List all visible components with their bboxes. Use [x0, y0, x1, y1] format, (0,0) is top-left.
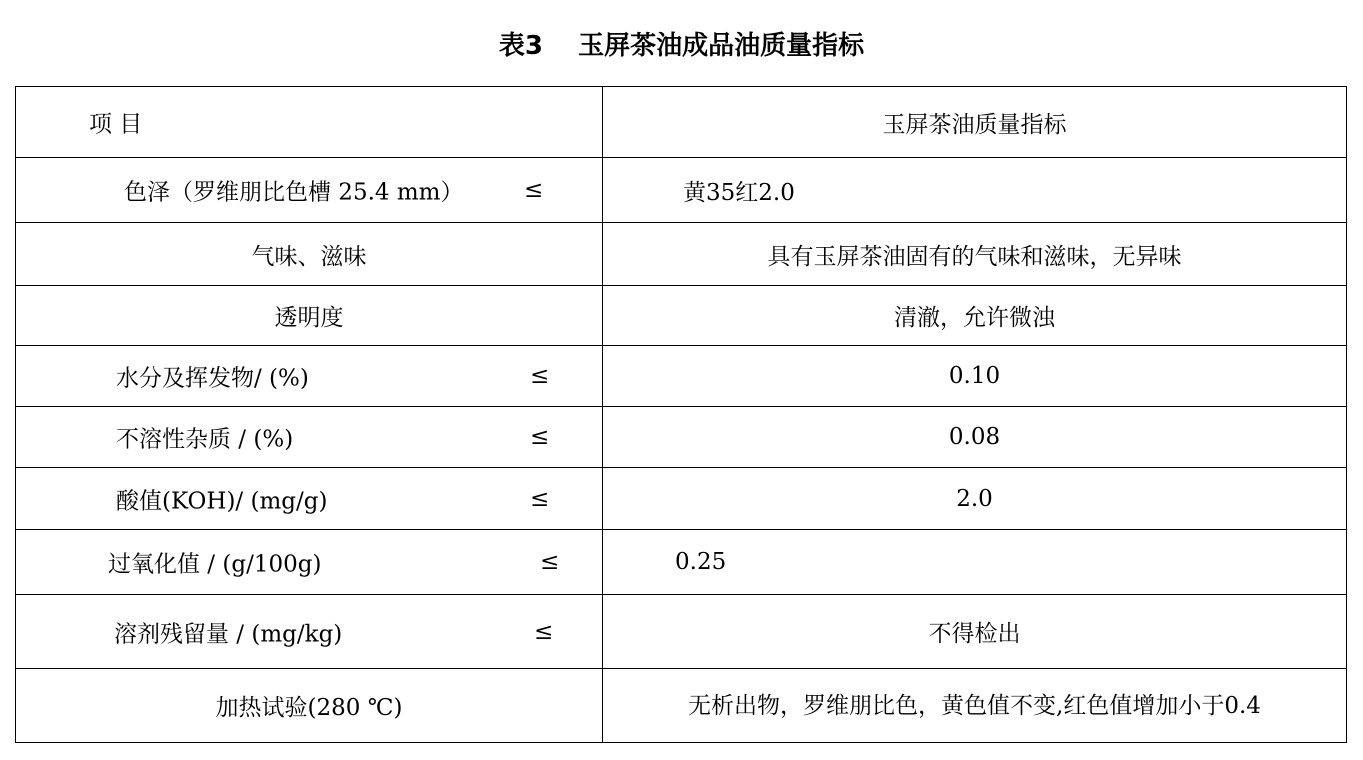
table-row — [16, 669, 1347, 743]
header-standard-label: 玉屏茶油质量指标 — [882, 111, 1067, 138]
table-header-row — [16, 87, 1347, 158]
table-row — [16, 223, 1347, 286]
table-title: 表3 玉屏茶油成品油质量指标 — [498, 31, 865, 61]
item-label: 透明度 — [274, 305, 344, 331]
item-label: 色泽（罗维朋比色槽 25.4 mm） — [124, 179, 464, 206]
value-cell — [603, 286, 1347, 346]
quality-spec-table — [15, 86, 1347, 743]
item-cell — [16, 223, 603, 286]
table-row — [16, 530, 1347, 595]
table-row — [16, 158, 1347, 223]
value-cell — [603, 530, 1347, 595]
table-row — [16, 595, 1347, 669]
header-item-label: 项 目 — [89, 111, 143, 138]
item-label: 酸值(KOH)/ (mg/g) — [116, 488, 328, 514]
value-cell — [603, 468, 1347, 530]
le-sign: ≤ — [530, 424, 550, 450]
value-cell — [603, 669, 1347, 743]
le-sign: ≤ — [524, 177, 544, 203]
header-item-cell — [16, 87, 603, 158]
item-label: 加热试验(280 ℃) — [215, 695, 403, 721]
item-label: 不溶性杂质 / (%) — [116, 426, 294, 453]
item-cell — [16, 595, 603, 669]
value-cell — [603, 158, 1347, 223]
le-sign: ≤ — [530, 363, 550, 389]
table-row — [16, 346, 1347, 407]
item-cell — [16, 346, 603, 407]
table-row — [16, 468, 1347, 530]
table-row — [16, 407, 1347, 468]
value-text: 2.0 — [956, 485, 993, 512]
item-label: 过氧化值 / (g/100g) — [108, 551, 322, 578]
item-cell — [16, 407, 603, 468]
value-text: 无析出物，罗维朋比色，黄色值不变,红色值增加小于0.4 — [688, 692, 1261, 719]
value-cell — [603, 346, 1347, 407]
item-cell — [16, 286, 603, 346]
item-label: 溶剂残留量 / (mg/kg) — [114, 621, 343, 647]
item-label: 水分及挥发物/ (%) — [116, 365, 309, 392]
value-cell — [603, 407, 1347, 468]
header-standard-cell — [603, 87, 1347, 158]
le-sign: ≤ — [534, 618, 554, 645]
value-text: 清澈，允许微浊 — [894, 305, 1055, 331]
value-text: 黄35红2.0 — [683, 179, 795, 206]
le-sign: ≤ — [530, 485, 550, 512]
table-row — [16, 286, 1347, 346]
value-cell — [603, 223, 1347, 286]
item-cell — [16, 468, 603, 530]
value-text: 不得检出 — [928, 621, 1021, 647]
item-cell — [16, 669, 603, 743]
value-text: 0.10 — [948, 363, 1001, 389]
item-label: 气味、滋味 — [251, 243, 367, 270]
value-text: 0.25 — [675, 549, 727, 575]
le-sign: ≤ — [540, 549, 560, 575]
item-cell — [16, 158, 603, 223]
value-text: 0.08 — [948, 424, 1001, 450]
value-cell — [603, 595, 1347, 669]
value-text: 具有玉屏茶油固有的气味和滋味，无异味 — [767, 243, 1182, 270]
item-cell — [16, 530, 603, 595]
